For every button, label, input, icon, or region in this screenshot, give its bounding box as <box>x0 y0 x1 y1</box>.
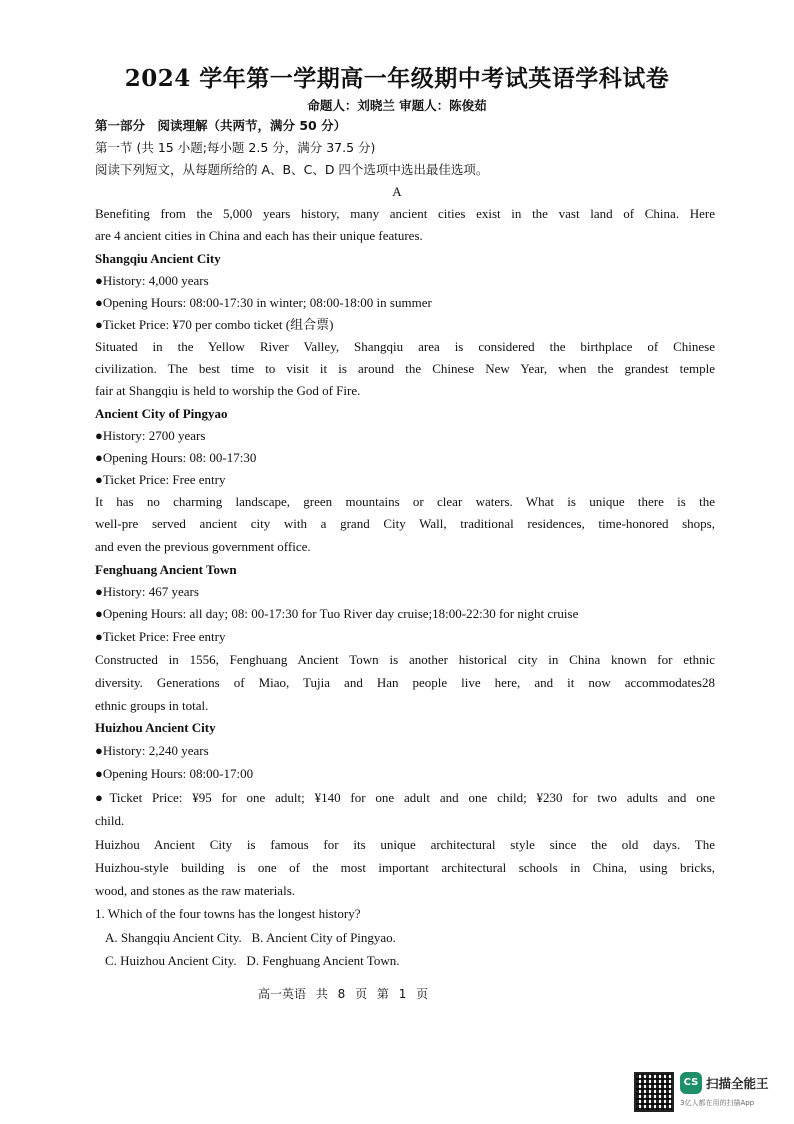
city-desc-line: fair at Shangqiu is held to worship the God of Fire. <box>95 383 361 398</box>
city-ticket: ●Ticket Price: Free entry <box>95 472 226 487</box>
city-hours: ●Opening Hours: 08:00-17:30 in winter; 08:00-18:00 in summer <box>95 295 432 310</box>
city-desc-line: Situated in the Yellow River Valley, Shangqiu area is considered the birthplace of Chinese <box>95 339 715 354</box>
city-name-huizhou: Huizhou Ancient City <box>95 720 216 735</box>
city-history: ●History: 2,240 years <box>95 743 209 758</box>
city-history: ●History: 4,000 years <box>95 273 209 288</box>
city-desc-line: diversity. Generations of Miao, Tujia and Han people live here, and it now accommodates28 <box>95 675 715 690</box>
question-options-line: C. Huizhou Ancient City. D. Fenghuang Ancient Town. <box>105 953 400 968</box>
subsection-heading: 第一节 (共 15 小题;每小题 2.5 分，满分 37.5 分) <box>95 140 376 155</box>
city-desc-line: ethnic groups in total. <box>95 698 209 713</box>
city-desc-line: wood, and stones as the raw materials. <box>95 883 296 898</box>
scanner-watermark <box>634 1068 784 1114</box>
page-footer: 高一英语 共 8 页 第 1 页 <box>258 987 429 1001</box>
city-desc-line: Huizhou Ancient City is famous for its unique architectural style since the old days. The <box>95 837 715 852</box>
city-ticket: ●Ticket Price: Free entry <box>95 629 226 644</box>
qr-code-icon <box>634 1072 674 1112</box>
city-desc-line: Huizhou-style building is one of the most important architectural schools in China, using bricks, <box>95 860 715 875</box>
instruction-text: 阅读下列短文，从每题所给的 A、B、C、D 四个选项中选出最佳选项。 <box>95 162 489 177</box>
city-ticket: ●Ticket Price: ¥95 for one adult; ¥140 for one adult and one child; ¥230 for two adults and one <box>95 790 715 805</box>
city-hours: ●Opening Hours: 08: 00-17:30 <box>95 450 257 465</box>
camscanner-tagline: 3亿人都在用的扫描App <box>680 1099 755 1107</box>
intro-line-1: Benefiting from the 5,000 years history, many ancient cities exist in the vast land of China. Here <box>95 206 715 221</box>
city-ticket-cont: child. <box>95 813 125 828</box>
city-name-pingyao: Ancient City of Pingyao <box>95 406 228 421</box>
city-name-shangqiu: Shangqiu Ancient City <box>95 251 221 266</box>
city-ticket: ●Ticket Price: ¥70 per combo ticket (组合票) <box>95 317 334 332</box>
intro-line-2: are 4 ancient cities in China and each has their unique features. <box>95 228 423 243</box>
passage-letter: A <box>392 184 402 199</box>
city-hours: ●Opening Hours: all day; 08: 00-17:30 for Tuo River day cruise;18:00-22:30 for night cruise <box>95 606 579 621</box>
camscanner-logo-icon: CS <box>680 1072 702 1094</box>
city-name-fenghuang: Fenghuang Ancient Town <box>95 562 237 577</box>
city-history: ●History: 467 years <box>95 584 199 599</box>
city-desc-line: Constructed in 1556, Fenghuang Ancient Town is another historical city in China known for ethnic <box>95 652 715 667</box>
camscanner-name: 扫描全能王 <box>706 1076 769 1091</box>
city-desc-line: civilization. The best time to visit it is around the Chinese New Year, when the grandest temple <box>95 361 715 376</box>
question-options-line: A. Shangqiu Ancient City. B. Ancient City of Pingyao. <box>105 930 396 945</box>
exam-title: 2024 学年第一学期高一年级期中考试英语学科试卷 <box>124 65 670 92</box>
exam-authors: 命题人：刘晓兰 审题人：陈俊茹 <box>307 98 487 113</box>
city-desc-line: It has no charming landscape, green mountains or clear waters. What is unique there is the <box>95 494 715 509</box>
city-history: ●History: 2700 years <box>95 428 206 443</box>
city-desc-line: well-pre served ancient city with a grand City Wall, traditional residences, time-honored shops, <box>95 516 715 531</box>
part-heading: 第一部分 阅读理解（共两节，满分 50 分） <box>95 118 347 133</box>
city-hours: ●Opening Hours: 08:00-17:00 <box>95 766 254 781</box>
question-stem: 1. Which of the four towns has the longest history? <box>95 906 361 921</box>
city-desc-line: and even the previous government office. <box>95 539 311 554</box>
